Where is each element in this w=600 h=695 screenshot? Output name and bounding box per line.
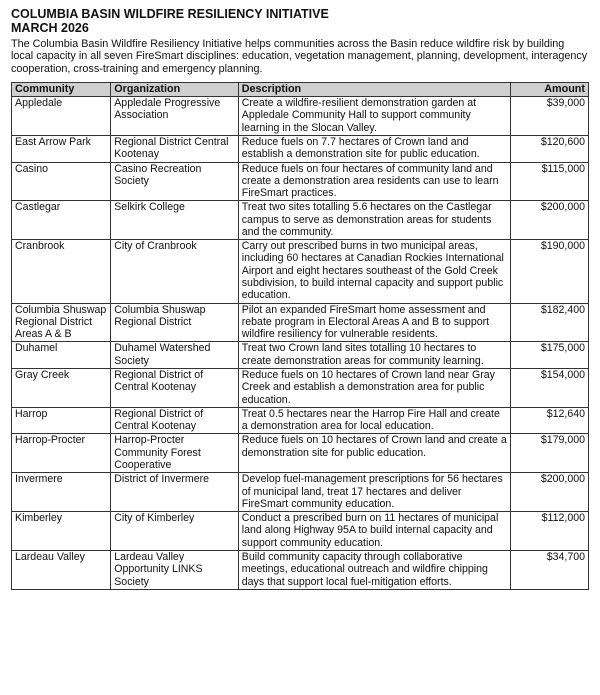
table-row [12, 342, 589, 369]
cell-amount: $175,000 [511, 342, 589, 369]
cell-organization: Regional District of Central Kootenay [111, 407, 239, 434]
cell-description: Develop fuel-management prescriptions for 56 hectares of municipal land, treat 17 hectares and deliver FireSmart community education. [238, 473, 510, 512]
grants-table [11, 82, 589, 590]
cell-community: Kimberley [12, 512, 111, 551]
cell-description: Conduct a prescribed burn on 11 hectares of municipal land along Highway 95A to build internal capacity and support community education. [238, 512, 510, 551]
cell-organization: Casino Recreation Society [111, 162, 239, 201]
cell-community: Gray Creek [12, 369, 111, 408]
cell-community: Castlegar [12, 201, 111, 240]
cell-community: Columbia Shuswap Regional District Areas A & B [12, 303, 111, 342]
cell-organization: District of Invermere [111, 473, 239, 512]
table-row [12, 407, 589, 434]
cell-organization: Selkirk College [111, 201, 239, 240]
table-body [12, 97, 589, 590]
cell-organization: Duhamel Watershed Society [111, 342, 239, 369]
cell-organization: Lardeau Valley Opportunity LINKS Society [111, 550, 239, 589]
cell-organization: City of Kimberley [111, 512, 239, 551]
table-row [12, 162, 589, 201]
cell-community: Harrop-Procter [12, 434, 111, 473]
column-header-community: Community [12, 82, 111, 96]
cell-description: Build community capacity through collaborative meetings, educational outreach and wildfire chipping days that support local fuel-mitigation efforts. [238, 550, 510, 589]
table-row [12, 135, 589, 162]
table-row [12, 303, 589, 342]
cell-amount: $179,000 [511, 434, 589, 473]
cell-community: Harrop [12, 407, 111, 434]
cell-amount: $154,000 [511, 369, 589, 408]
cell-amount: $200,000 [511, 473, 589, 512]
table-row [12, 240, 589, 303]
cell-amount: $200,000 [511, 201, 589, 240]
table-row [12, 369, 589, 408]
table-row [12, 550, 589, 589]
cell-amount: $12,640 [511, 407, 589, 434]
cell-organization: Regional District Central Kootenay [111, 135, 239, 162]
column-header-organization: Organization [111, 82, 239, 96]
cell-description: Treat two sites totalling 5.6 hectares on the Castlegar campus to serve as demonstration areas for students and the community. [238, 201, 510, 240]
cell-organization: City of Cranbrook [111, 240, 239, 303]
cell-description: Reduce fuels on 10 hectares of Crown land and create a demonstration site for public education. [238, 434, 510, 473]
column-header-amount: Amount [511, 82, 589, 96]
cell-organization: Appledale Progressive Association [111, 97, 239, 136]
table-row [12, 473, 589, 512]
cell-amount: $190,000 [511, 240, 589, 303]
cell-amount: $115,000 [511, 162, 589, 201]
cell-amount: $34,700 [511, 550, 589, 589]
cell-organization: Harrop-Procter Community Forest Cooperative [111, 434, 239, 473]
column-header-description: Description [238, 82, 510, 96]
cell-description: Reduce fuels on 7.7 hectares of Crown land and establish a demonstration site for public education. [238, 135, 510, 162]
document-date: MARCH 2026 [11, 20, 89, 35]
cell-amount: $112,000 [511, 512, 589, 551]
cell-description: Carry out prescribed burns in two municipal areas, including 60 hectares at Canadian Rockies International Airport and eight hectares southeast of the Gold Creek subdivision, to build internal capacity and support public education. [238, 240, 510, 303]
document-title: COLUMBIA BASIN WILDFIRE RESILIENCY INITIATIVE [11, 7, 329, 21]
cell-amount: $182,400 [511, 303, 589, 342]
cell-organization: Regional District of Central Kootenay [111, 369, 239, 408]
cell-description: Treat two Crown land sites totalling 10 hectares to create demonstration areas for community learning. [238, 342, 510, 369]
cell-amount: $120,600 [511, 135, 589, 162]
cell-description: Reduce fuels on four hectares of community land and create a demonstration area residents can use to learn FireSmart practices. [238, 162, 510, 201]
table-header-row [12, 82, 589, 96]
cell-community: Invermere [12, 473, 111, 512]
cell-description: Reduce fuels on 10 hectares of Crown land near Gray Creek and establish a demonstration area for public education. [238, 369, 510, 408]
table-row [12, 434, 589, 473]
cell-community: Duhamel [12, 342, 111, 369]
table-row [12, 201, 589, 240]
cell-description: Pilot an expanded FireSmart home assessment and rebate program in Electoral Areas A and B to support wildfire resiliency for vulnerable residents. [238, 303, 510, 342]
intro-paragraph: The Columbia Basin Wildfire Resiliency Initiative helps communities across the Basin reduce wildfire risk by building local capacity in all seven FireSmart disciplines: education, vegetation management, planning, development, interagency cooperation, cross-training and emergency planning. [11, 37, 588, 75]
cell-description: Create a wildfire-resilient demonstration garden at Appledale Community Hall to support community learning in the Slocan Valley. [238, 97, 510, 136]
cell-organization: Columbia Shuswap Regional District [111, 303, 239, 342]
cell-community: Appledale [12, 97, 111, 136]
cell-description: Treat 0.5 hectares near the Harrop Fire Hall and create a demonstration area for local education. [238, 407, 510, 434]
table-row [12, 97, 589, 136]
cell-community: Lardeau Valley [12, 550, 111, 589]
cell-community: Cranbrook [12, 240, 111, 303]
cell-community: Casino [12, 162, 111, 201]
cell-amount: $39,000 [511, 97, 589, 136]
cell-community: East Arrow Park [12, 135, 111, 162]
table-row [12, 512, 589, 551]
